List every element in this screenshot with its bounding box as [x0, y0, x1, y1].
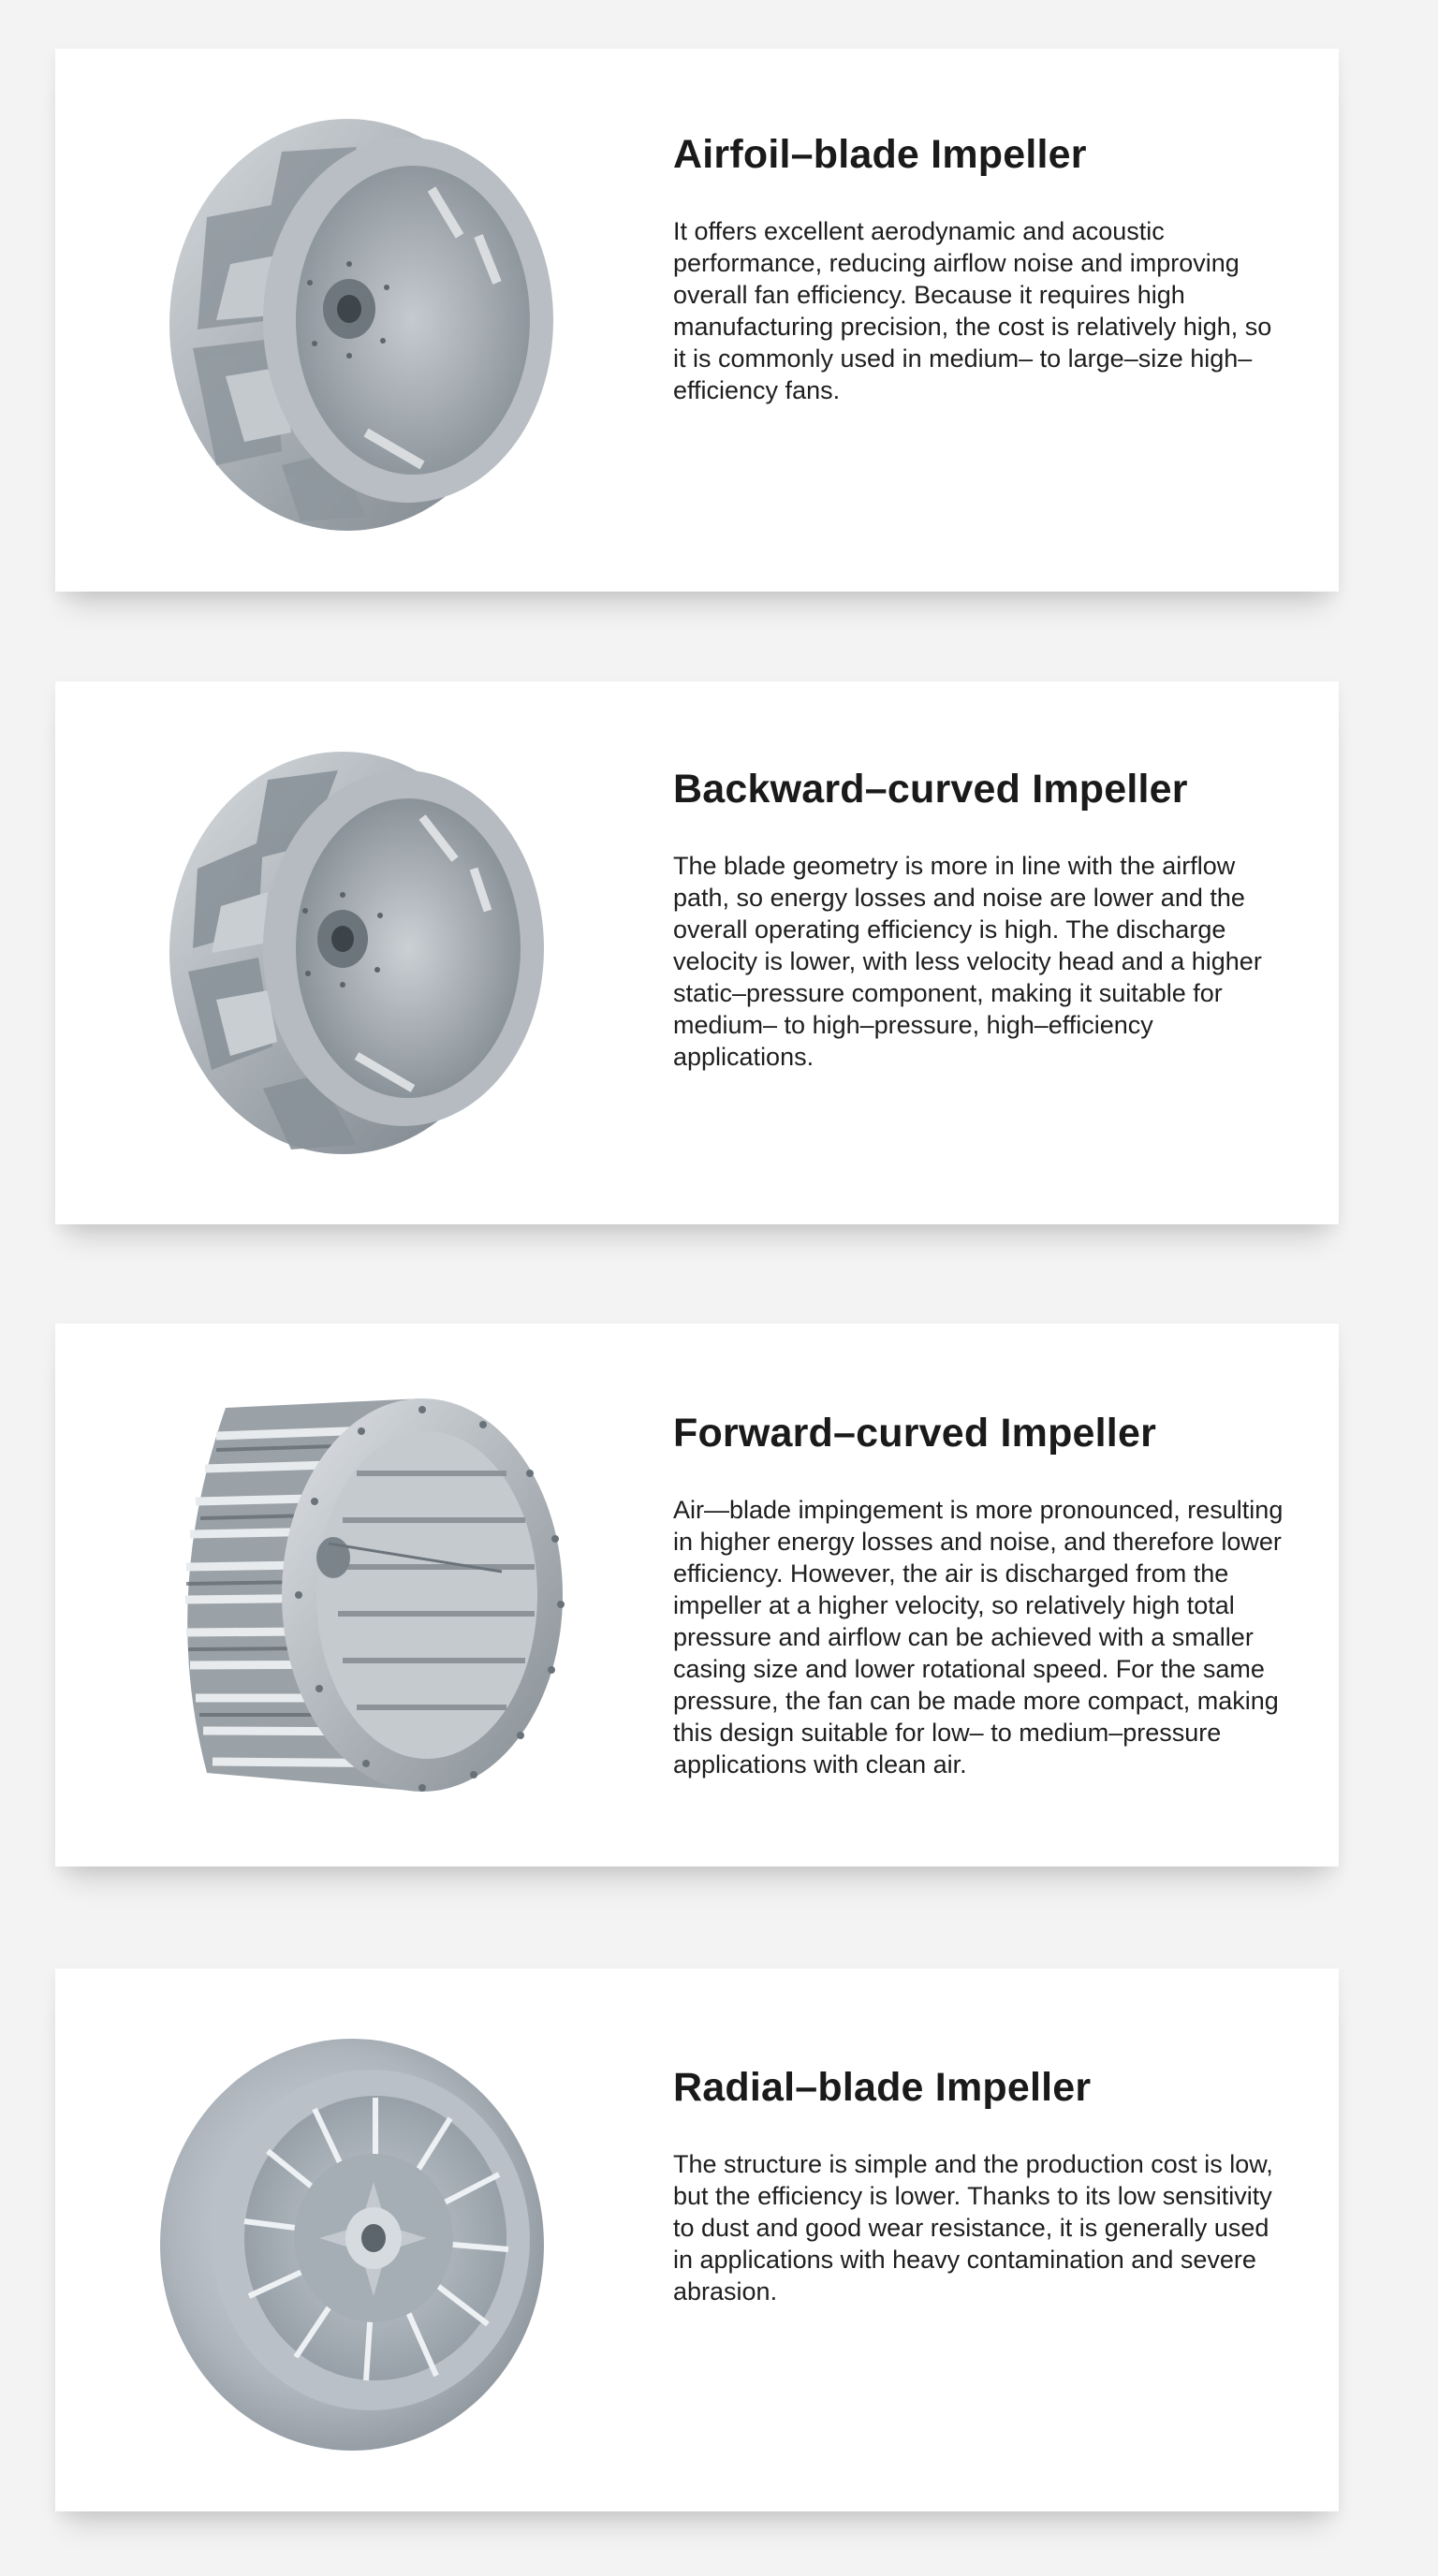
backward-curved-title: Backward–curved Impeller — [673, 767, 1188, 812]
airfoil-description: It offers excellent aerodynamic and acoustic performance, reducing airflow noise and improving overall fan efficiency. Because it requires high manufacturing precision, the cost is relatively high, so it is commonly used in medium– to large–size high–efficiency fans. — [673, 216, 1272, 404]
backward-curved-impeller-image — [141, 728, 591, 1178]
radial-blade-impeller-image — [141, 2015, 591, 2465]
radial-blade-title: Radial–blade Impeller — [673, 2065, 1092, 2110]
impeller-card-backward-curved — [55, 681, 1339, 1224]
impeller-card-airfoil — [55, 49, 1339, 592]
radial-blade-description: The structure is simple and the production cost is low, but the efficiency is lower. Thanks to its low sensitivity to dust and good wear resistance, it is generally used in applications with heavy contamination and severe abrasion. — [673, 2149, 1273, 2305]
impeller-card-forward-curved — [55, 1324, 1339, 1866]
backward-curved-description: The blade geometry is more in line with the airflow path, so energy losses and noise are lower and the overall operating efficiency is high. The discharge velocity is lower, with less velocity head and a higher static–pressure component, making it suitable for medium– to high–pressure, high–efficiency applications. — [673, 851, 1262, 1071]
airfoil-title: Airfoil–blade Impeller — [673, 132, 1087, 177]
forward-curved-title: Forward–curved Impeller — [673, 1411, 1157, 1456]
backward-curved-text-block — [673, 766, 1291, 1073]
impeller-card-radial-blade — [55, 1969, 1339, 2511]
forward-curved-impeller-image — [141, 1370, 591, 1820]
radial-blade-text-block — [673, 2064, 1291, 2307]
airfoil-impeller-image — [141, 95, 591, 545]
forward-curved-description: Air—blade impingement is more pronounced, resulting in higher energy losses and noise, and therefore lower efficiency. However, the air is discharged from the impeller at a higher velocity, so relatively high total pressure and airflow can be achieved with a smaller casing size and lower rotational speed. For the same pressure, the fan can be made more compact, making this design suitable for low– to medium–pressure applications with clean air. — [673, 1495, 1284, 1778]
airfoil-text-block — [673, 131, 1291, 406]
forward-curved-text-block — [673, 1410, 1291, 1780]
